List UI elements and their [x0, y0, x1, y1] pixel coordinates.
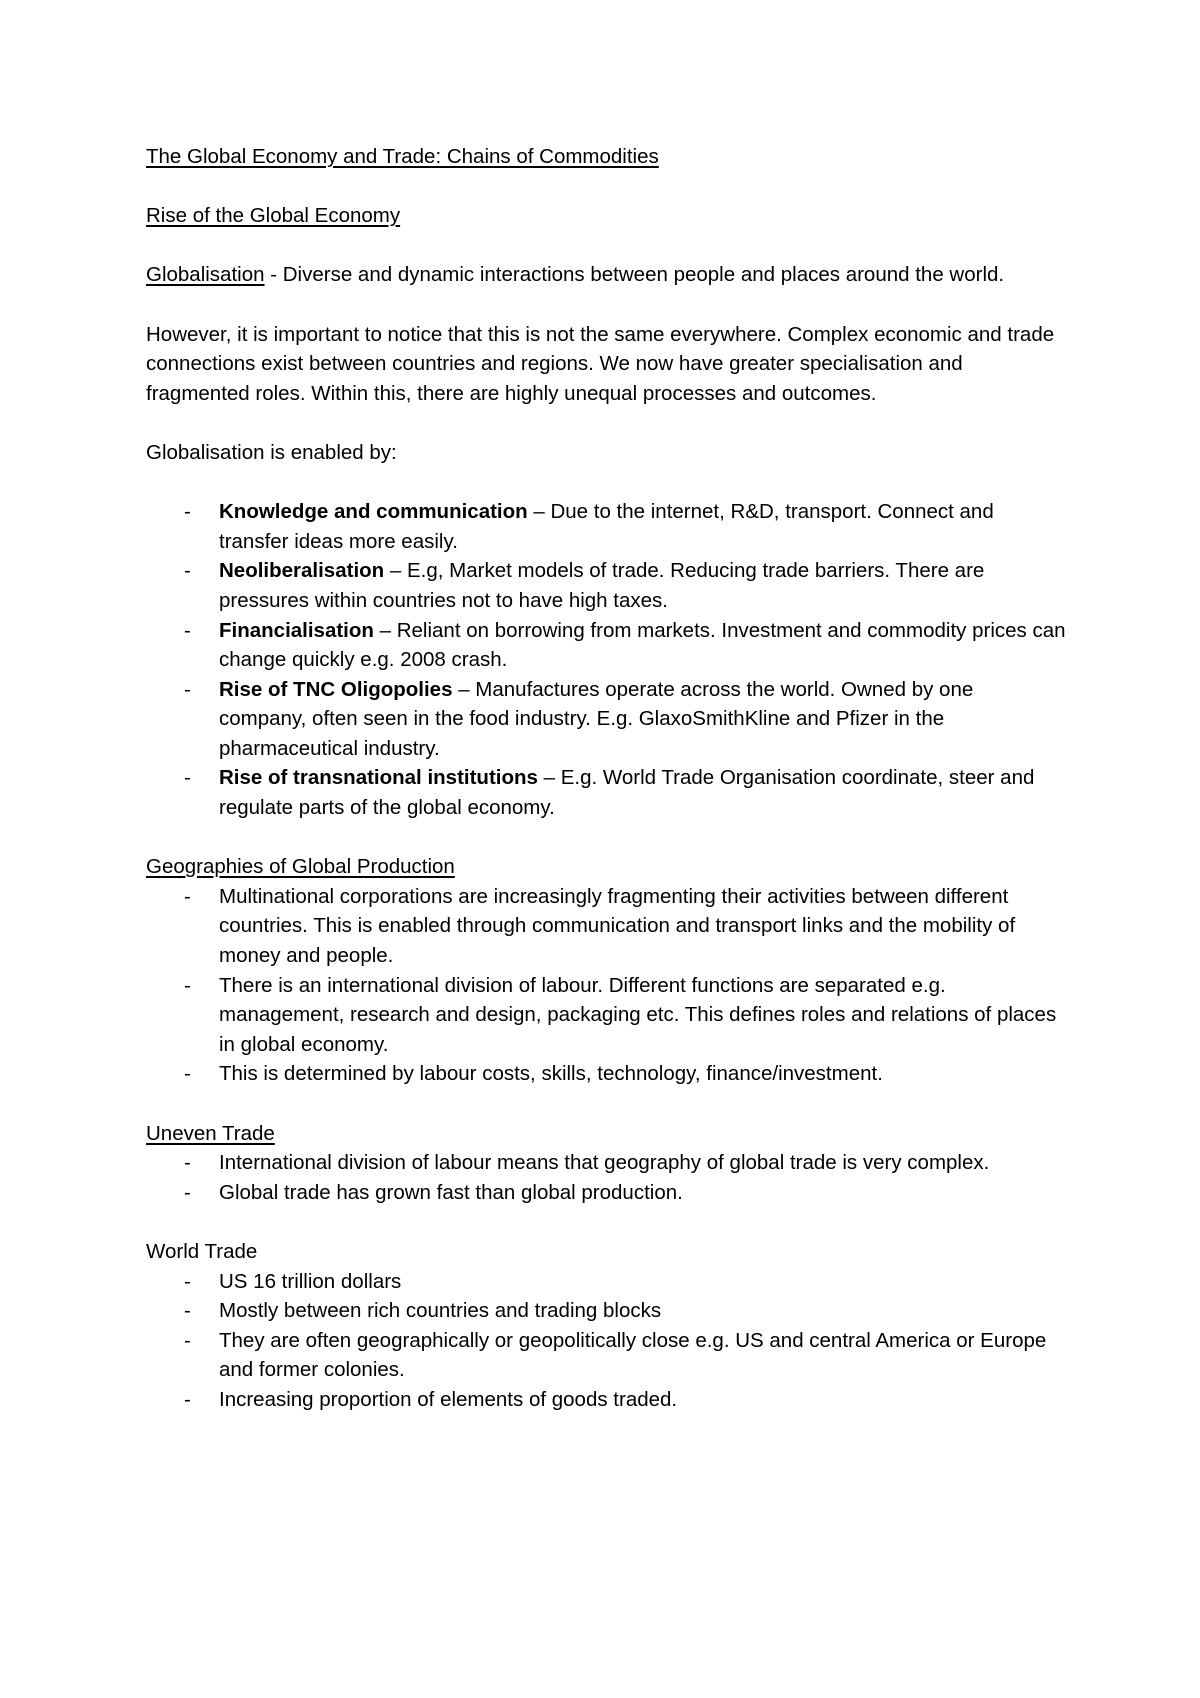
document-page: [146, 142, 1066, 1415]
section-heading-uneven: Uneven Trade: [146, 1121, 275, 1145]
globalisation-text: - Diverse and dynamic interactions between people and places around the world.: [270, 263, 1005, 287]
spacer: [146, 1089, 1066, 1119]
list-item: - US 16 trillion dollars: [146, 1267, 1066, 1297]
globalisation-term: Globalisation: [146, 263, 265, 287]
list-item: - Multinational corporations are increasingly fragmenting their activities between different countries. This is enabled through communication and transport links and the mobility of money and people.: [146, 882, 1066, 971]
list-item: - Financialisation – Reliant on borrowing from markets. Investment and commodity prices can change quickly e.g. 2008 crash.: [146, 616, 1066, 675]
spacer: [146, 823, 1066, 853]
spacer: [146, 172, 1066, 202]
globalisation-definition: [146, 260, 1066, 290]
list-item: - Rise of transnational institutions – E.g. World Trade Organisation coordinate, steer and regulate parts of the global economy.: [146, 763, 1066, 822]
uneven-list: [146, 1148, 1066, 1207]
document-title: The Global Economy and Trade: Chains of Commodities: [146, 145, 659, 168]
section-heading-geographies: Geographies of Global Production: [146, 855, 455, 879]
spacer: [146, 290, 1066, 320]
list-item: - Neoliberalisation – E.g, Market models of trade. Reducing trade barriers. There are pressures within countries not to have high taxes.: [146, 556, 1066, 615]
list-item: - There is an international division of labour. Different functions are separated e.g. management, research and design, packaging etc. This defines roles and relations of places in global economy.: [146, 971, 1066, 1060]
spacer: [146, 408, 1066, 438]
enablers-list: [146, 497, 1066, 823]
list-item: - Global trade has grown fast than global production.: [146, 1178, 1066, 1208]
however-paragraph: However, it is important to notice that this is not the same everywhere. Complex economic and trade connections exist between countries and regions. We now have greater specialisation and fragmented roles. Within this, there are highly unequal processes and outcomes.: [146, 322, 1055, 405]
section-heading-rise: Rise of the Global Economy: [146, 204, 401, 228]
spacer: [146, 1207, 1066, 1237]
list-item: - This is determined by labour costs, skills, technology, finance/investment.: [146, 1059, 1066, 1089]
spacer: [146, 231, 1066, 261]
spacer: [146, 468, 1066, 498]
list-item: - Increasing proportion of elements of goods traded.: [146, 1385, 1066, 1415]
list-item: - Rise of TNC Oligopolies – Manufactures operate across the world. Owned by one company, often seen in the food industry. E.g. GlaxoSmithKline and Pfizer in the pharmaceutical industry.: [146, 675, 1066, 764]
list-item: - Knowledge and communication – Due to the internet, R&D, transport. Connect and transfer ideas more easily.: [146, 497, 1066, 556]
world-trade-label: World Trade: [146, 1239, 258, 1263]
list-item: - International division of labour means that geography of global trade is very complex.: [146, 1148, 1066, 1178]
world-trade-list: [146, 1267, 1066, 1415]
list-item: - Mostly between rich countries and trading blocks: [146, 1296, 1066, 1326]
geographies-list: [146, 882, 1066, 1089]
list-item: - They are often geographically or geopolitically close e.g. US and central America or Europe and former colonies.: [146, 1326, 1066, 1385]
enabled-by-intro: Globalisation is enabled by:: [146, 440, 397, 464]
